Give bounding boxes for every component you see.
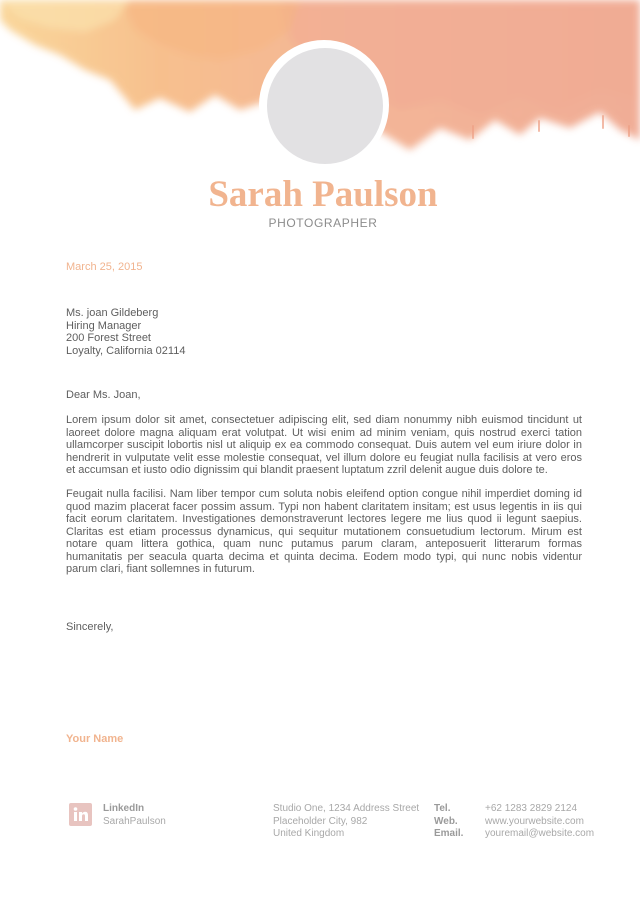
signature-name: Your Name [66,733,124,745]
applicant-name: Sarah Paulson [208,174,438,215]
recipient-address [66,307,185,357]
recipient-line: Ms. joan Gildeberg [66,307,159,319]
contact-values [485,803,594,841]
profile-photo-placeholder [267,48,383,164]
letter-paragraph: Lorem ipsum dolor sit amet, consectetuer adipiscing elit, sed diam nonummy nibh euismod tincidunt ut laoreet dolore magna aliquam erat volutpat. Ut wisi enim ad minim veniam, quis nostrud exerci tation ullamcorper suscipit lobortis nisl ut aliquip ex ea commodo consequat. Duis autem vel eum iriure dolor in hendrerit in vulputate velit esse molestie consequat, vel illum dolore eu feugiat nulla facilisis at vero eros et accumsan et iusto odio dignissim qui blandit praesent luptatum zzril delenit augue duis dolore te. [66,414,582,476]
footer-address-line: Placeholder City, 982 [273,815,368,827]
contact-labels [434,803,463,841]
recipient-line: Hiring Manager [66,319,142,332]
contact-website[interactable]: www.yourwebsite.com [485,815,584,827]
recipient-line: 200 Forest Street [66,332,151,344]
applicant-title: PHOTOGRAPHER [268,216,378,230]
contact-phone: +62 1283 2829 2124 [485,803,578,814]
footer-address [273,803,419,841]
linkedin-icon[interactable] [69,803,92,826]
letter-greeting: Dear Ms. Joan, [66,389,141,401]
footer-address-line: United Kingdom [273,828,345,839]
contact-email[interactable]: youremail@website.com [485,828,595,839]
linkedin-label: LinkedIn [103,803,145,814]
linkedin-handle[interactable]: SarahPaulson [103,816,166,827]
recipient-line: Loyalty, California 02114 [66,344,186,357]
footer-address-line: Studio One, 1234 Address Street [273,803,420,814]
letter-date: March 25, 2015 [66,261,143,273]
letter-paragraph: Feugait nulla facilisi. Nam liber tempor cum soluta nobis eleifend option congue nihil imperdiet doming id quod mazim placerat facer possim assum. Typi non habent claritatem insitam; est usus legentis in iis qui facit eorum claritatem. Investigationes demonstraverunt lectores legere me lius quod ii legunt saepius. Claritas est etiam processus dynamicus, qui sequitur mutationem consuetudium lectorum. Mirum est notare quam littera gothica, quam nunc putamus parum claram, anteposuerit litterarum formas humanitatis per seacula quarta decima et quinta decima. Eodem modo typi, qui nunc nobis videntur parum clari, fiant sollemnes in futurum. [66,488,582,575]
contact-label-web: Web. [434,815,458,827]
contact-label-email: Email. [434,828,464,839]
contact-label-tel: Tel. [434,803,451,814]
letter-closing: Sincerely, [66,621,114,633]
